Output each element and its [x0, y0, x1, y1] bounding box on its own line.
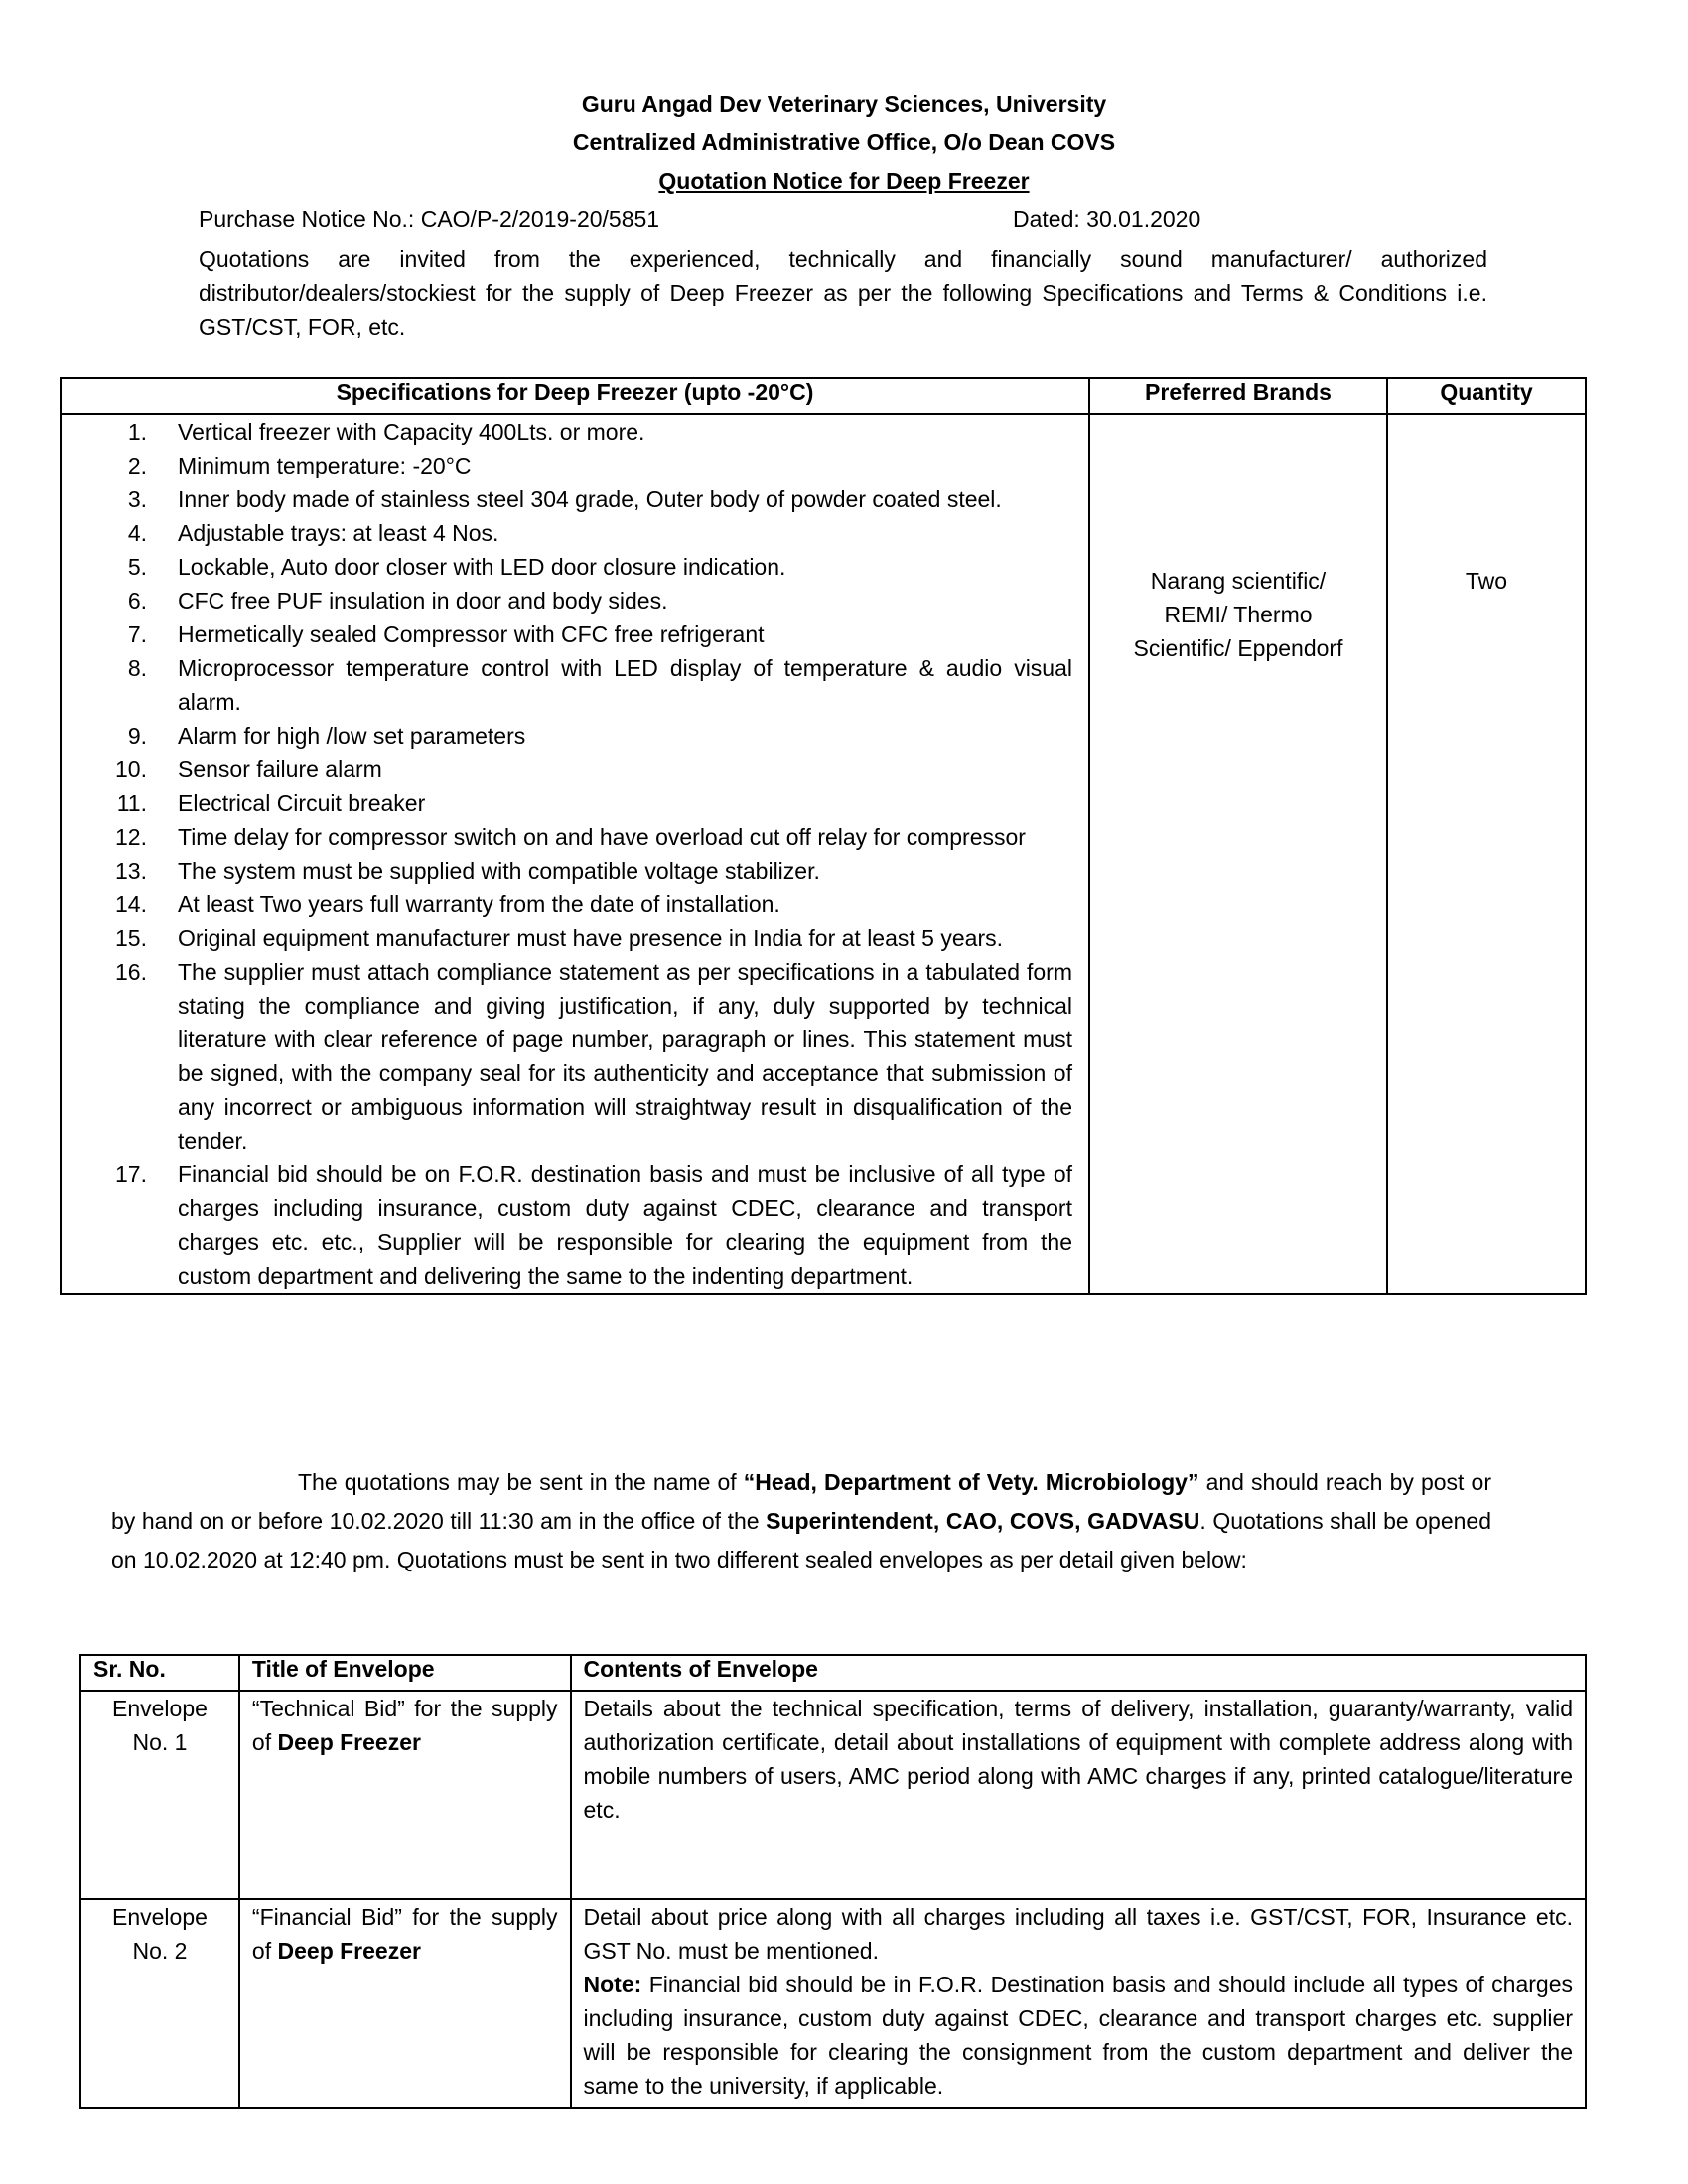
- intro-paragraph: Quotations are invited from the experienced, technically and financially sound manufacturer/ authorized distributor/dealers/stockiest for the supply of Deep Freezer as per the following Specifications and Terms & Conditions i.e. GST/CST, FOR, etc.: [199, 246, 1487, 340]
- spec-item: [62, 887, 1088, 921]
- spec-table-header: [61, 378, 1586, 414]
- spec-item-number: 10.: [115, 756, 147, 782]
- spec-item-number: 4.: [127, 520, 147, 546]
- spec-item: [62, 820, 1088, 854]
- envelope-contents: [571, 1899, 1586, 2108]
- envelope-title-item: Deep Freezer: [277, 1938, 421, 1964]
- preferred-brands-cell: [1089, 414, 1387, 1294]
- spec-item-number: 16.: [115, 959, 147, 985]
- spec-item: [62, 651, 1088, 719]
- envelope-title: [239, 1899, 571, 2108]
- spec-item: [62, 449, 1088, 482]
- spec-item: [62, 719, 1088, 752]
- spec-item: [62, 550, 1088, 584]
- spec-item-text: Original equipment manufacturer must have presence in India for at least 5 years.: [178, 925, 1003, 951]
- spec-item-text: At least Two years full warranty from the date of installation.: [178, 891, 780, 917]
- note-label: Note:: [583, 1972, 642, 1997]
- quantity-column-header: Quantity: [1387, 378, 1586, 414]
- spec-item: [62, 955, 1088, 1158]
- para-text-2: and should reach by post or by hand on or before 10.02.2020 till 11:30 am in the office of the: [111, 1469, 1491, 1534]
- specifications-table: [60, 377, 1587, 1295]
- brand-line: REMI/ Thermo: [1164, 602, 1313, 627]
- spec-item: [62, 584, 1088, 617]
- spec-item: [62, 1158, 1088, 1293]
- submission-paragraph: [111, 1463, 1491, 1579]
- envelope-title-text: “Technical Bid” for the supply of: [251, 1696, 558, 1755]
- spec-item-number: 9.: [127, 723, 147, 749]
- para-bold-office: Superintendent, CAO, COVS, GADVASU: [766, 1508, 1200, 1534]
- spec-item-text: Electrical Circuit breaker: [178, 790, 426, 816]
- spec-item-text: The system must be supplied with compatible voltage stabilizer.: [178, 858, 820, 884]
- spec-item: [62, 854, 1088, 887]
- purchase-notice-line: [199, 206, 1231, 233]
- spec-item-number: 3.: [127, 486, 147, 512]
- envelope-table-header: [80, 1655, 1586, 1691]
- spec-item-text: Time delay for compressor switch on and have overload cut off relay for compressor: [178, 824, 1026, 850]
- envelope-contents: Details about the technical specification, terms of delivery, installation, guaranty/warranty, valid authorization certificate, detail about installations of equipment with complete address along with mobile numbers of users, AMC period along with AMC charges if any, printed catalogue/literature etc.: [571, 1691, 1586, 1899]
- note-text: Financial bid should be in F.O.R. Destination basis and should include all types of charges including insurance, custom duty against CDEC, clearance and transport charges etc. supplier will be responsible for clearing the consignment from the custom department and deliver the same to the university, if applicable.: [583, 1972, 1573, 2099]
- title-column-header: Title of Envelope: [239, 1655, 571, 1691]
- spec-item-text: Sensor failure alarm: [178, 756, 382, 782]
- spec-item: [62, 516, 1088, 550]
- quantity-cell: Two: [1387, 414, 1586, 1294]
- spec-item-text: Lockable, Auto door closer with LED door closure indication.: [178, 554, 786, 580]
- spec-item-text: CFC free PUF insulation in door and body sides.: [178, 588, 668, 614]
- spec-item: [62, 786, 1088, 820]
- envelope-title-text: “Financial Bid” for the supply of: [251, 1904, 558, 1964]
- para-bold-addressee: “Head, Department of Vety. Microbiology”: [743, 1469, 1199, 1495]
- sr-no-column-header: Sr. No.: [80, 1655, 239, 1691]
- spec-item-number: 17.: [115, 1161, 147, 1187]
- spec-item-text: Vertical freezer with Capacity 400Lts. or more.: [178, 419, 645, 445]
- spec-item-text: The supplier must attach compliance statement as per specifications in a tabulated form stating the compliance and giving justification, if any, duly supported by technical literature with clear reference of page number, paragraph or lines. This statement must be signed, with the company seal for its authenticity and acceptance that submission of any incorrect or ambiguous information will straightway result in disqualification of the tender.: [178, 959, 1072, 1154]
- purchase-notice-number: Purchase Notice No.: CAO/P-2/2019-20/5851: [199, 206, 660, 232]
- spec-item-number: 5.: [127, 554, 147, 580]
- spec-item-text: Microprocessor temperature control with LED display of temperature & audio visual alarm.: [178, 655, 1072, 715]
- spec-item: [62, 752, 1088, 786]
- notice-date: Dated: 30.01.2020: [1013, 206, 1201, 232]
- spec-item-text: Inner body made of stainless steel 304 grade, Outer body of powder coated steel.: [178, 486, 1002, 512]
- spec-item-text: Minimum temperature: -20°C: [178, 453, 472, 478]
- spec-list-cell: [61, 414, 1089, 1294]
- brand-line: Narang scientific/: [1150, 568, 1327, 594]
- spec-item-number: 1.: [127, 419, 147, 445]
- spec-item-number: 6.: [127, 588, 147, 614]
- university-name: Guru Angad Dev Veterinary Sciences, University: [581, 91, 1107, 117]
- spec-item-number: 2.: [127, 453, 147, 478]
- spec-item-number: 7.: [127, 621, 147, 647]
- contents-column-header: Contents of Envelope: [571, 1655, 1586, 1691]
- office-name: Centralized Administrative Office, O/o Dean COVS: [572, 129, 1116, 155]
- envelope-note: [584, 1968, 1573, 2103]
- spec-item-text: Adjustable trays: at least 4 Nos.: [178, 520, 499, 546]
- spec-item: [62, 921, 1088, 955]
- table-row: [80, 1691, 1586, 1899]
- spec-item-number: 11.: [116, 790, 147, 816]
- spec-item: [62, 617, 1088, 651]
- spec-table-row: [61, 414, 1586, 1294]
- spec-item-number: 15.: [115, 925, 147, 951]
- envelope-title-item: Deep Freezer: [277, 1729, 421, 1755]
- envelope-table: [79, 1654, 1587, 2109]
- spec-column-header: Specifications for Deep Freezer (upto -20°C): [61, 378, 1089, 414]
- table-row: [80, 1899, 1586, 2108]
- envelope-contents-text: Detail about price along with all charges including all taxes i.e. GST/CST, FOR, Insurance etc. GST No. must be mentioned.: [583, 1904, 1573, 1964]
- spec-item-number: 8.: [127, 655, 147, 681]
- spec-item-number: 14.: [115, 891, 147, 917]
- para-text-1: The quotations may be sent in the name of: [298, 1469, 744, 1495]
- envelope-title: [239, 1691, 571, 1899]
- spec-item-text: Financial bid should be on F.O.R. destination basis and must be inclusive of all type of charges including insurance, custom duty against CDEC, clearance and transport charges etc. etc., Supplier will be responsible for clearing the equipment from the custom department and delivering the same to the indenting department.: [178, 1161, 1072, 1289]
- spec-item-text: Alarm for high /low set parameters: [178, 723, 526, 749]
- para-text-3: . Quotations shall be opened on 10.02.2020 at 12:40 pm. Quotations must be sent in two different sealed envelopes as per detail given below:: [111, 1508, 1491, 1572]
- spec-item-text: Hermetically sealed Compressor with CFC free refrigerant: [178, 621, 765, 647]
- brands-column-header: Preferred Brands: [1089, 378, 1387, 414]
- spec-item: [62, 482, 1088, 516]
- envelope-number: Envelope No. 2: [80, 1899, 239, 2108]
- spec-list: [62, 415, 1088, 1293]
- spec-item-number: 13.: [115, 858, 147, 884]
- spec-item-number: 12.: [115, 824, 147, 850]
- spec-item: [62, 415, 1088, 449]
- notice-title: Quotation Notice for Deep Freezer: [658, 168, 1030, 194]
- envelope-number: Envelope No. 1: [80, 1691, 239, 1899]
- brand-line: Scientific/ Eppendorf: [1133, 635, 1343, 661]
